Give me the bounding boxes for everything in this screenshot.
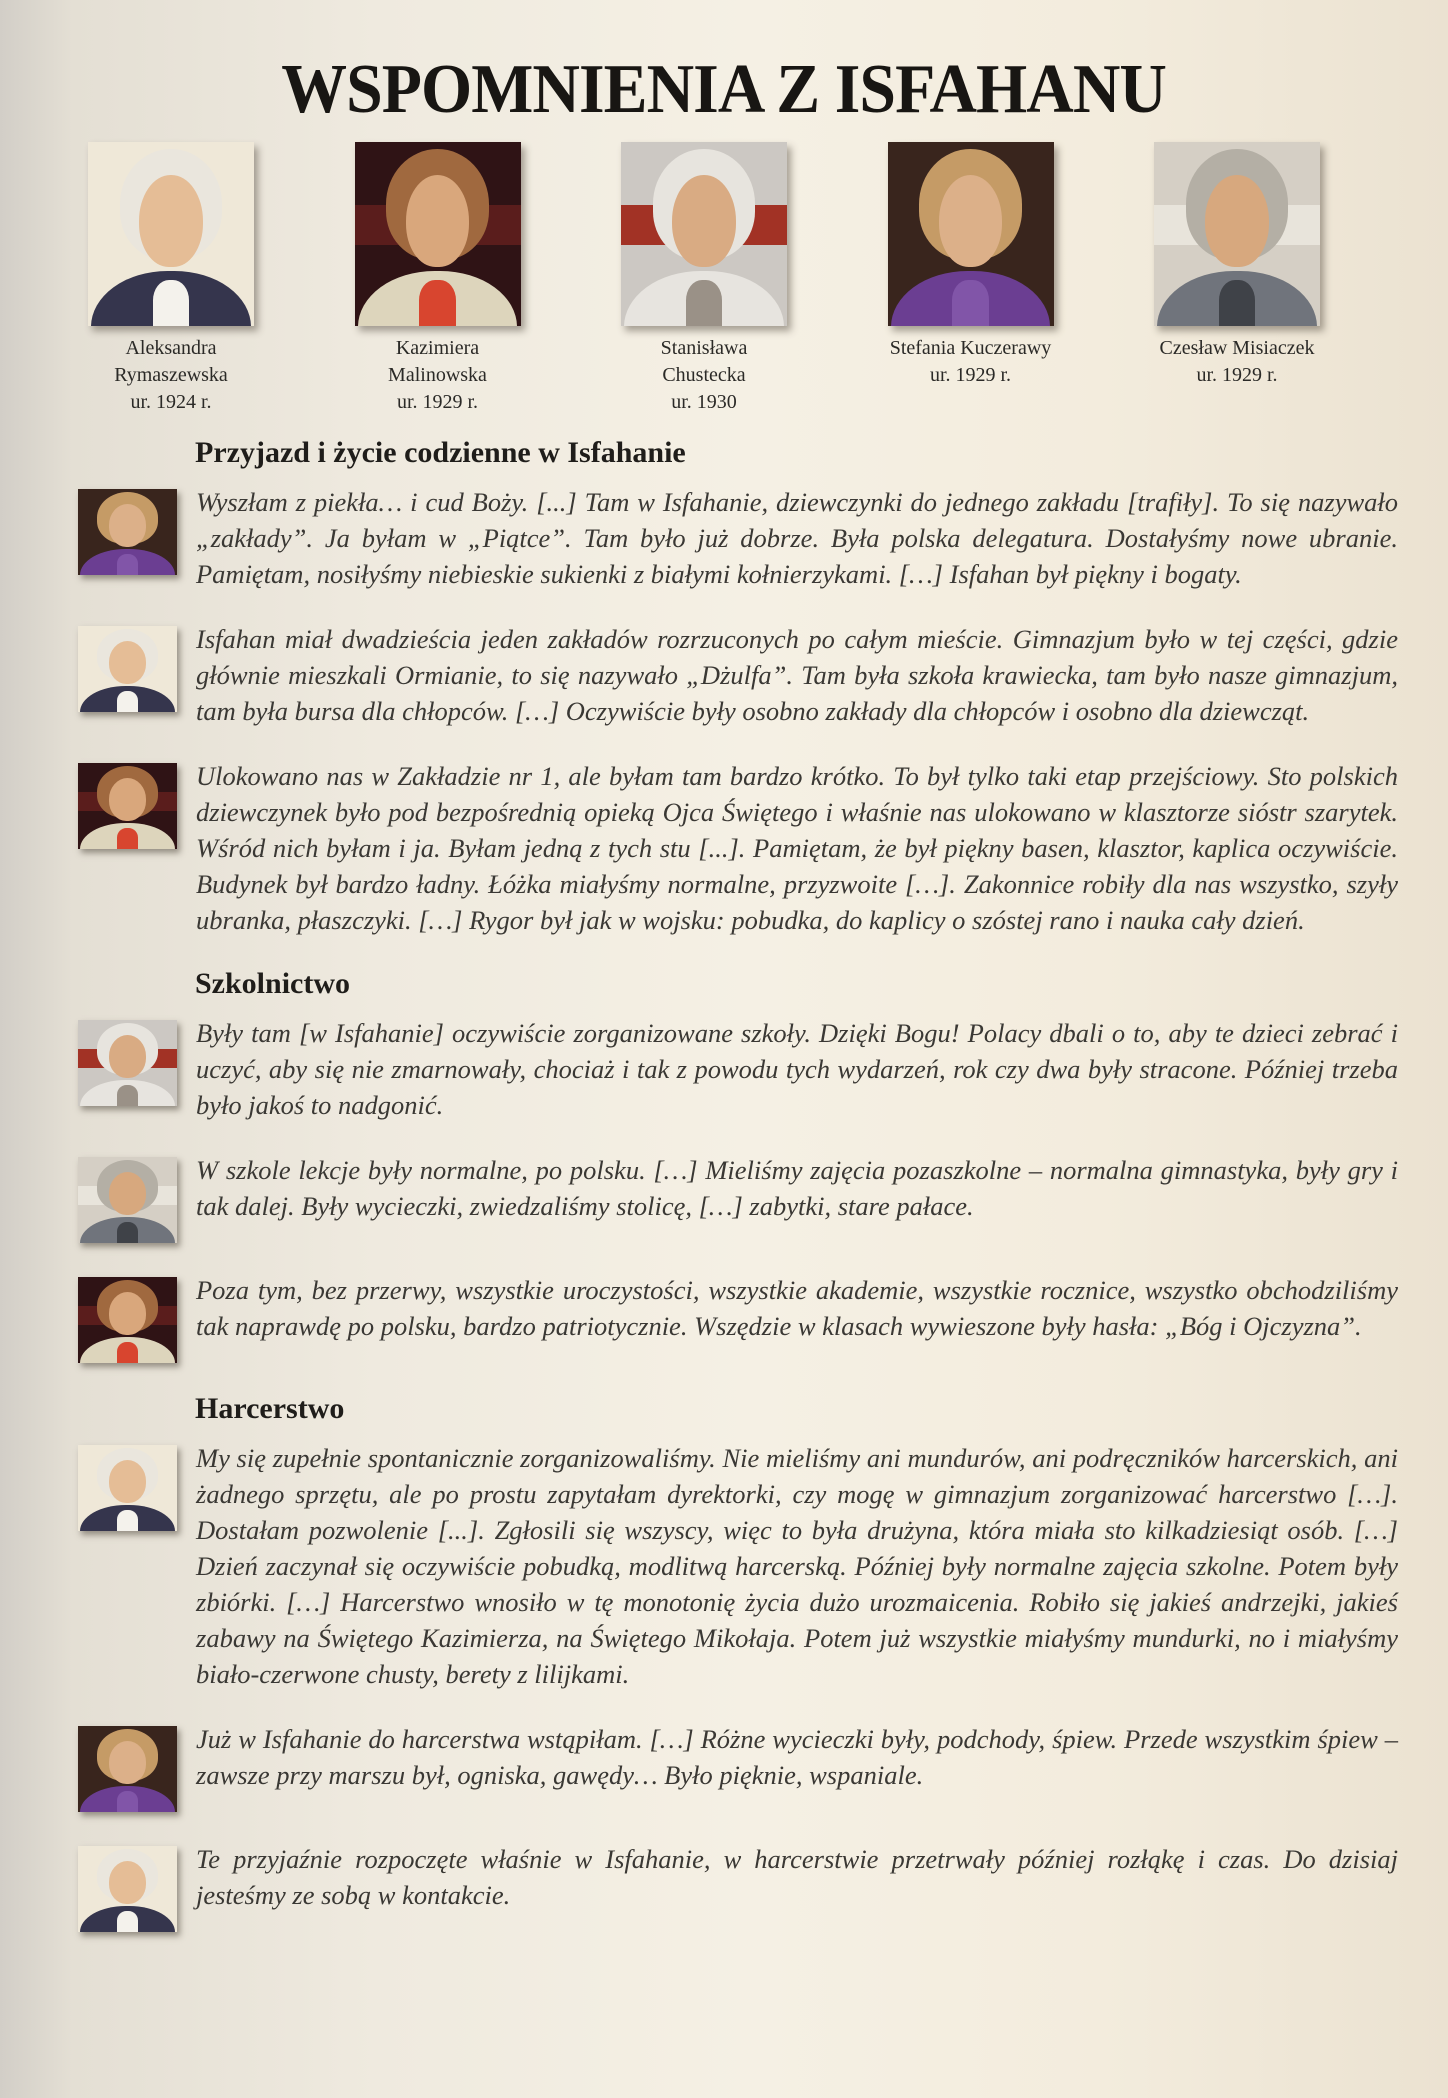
portrait-born: ur. 1929 r. xyxy=(929,364,1012,386)
speaker-thumbnail xyxy=(78,1020,177,1106)
portrait-collar xyxy=(117,691,139,713)
portrait-collar xyxy=(117,1791,139,1813)
portrait-name: Stanisława Chustecka xyxy=(660,337,748,386)
portrait-born: ur. 1929 r. xyxy=(396,391,479,413)
portrait-born: ur. 1924 r. xyxy=(130,391,212,413)
portrait-photo xyxy=(88,142,254,326)
portrait-collar xyxy=(686,280,723,326)
portrait-caption xyxy=(621,335,787,416)
portrait-figure xyxy=(355,142,521,416)
portrait-collar xyxy=(117,1342,139,1364)
section-heading-arrival: Przyjazd i życie codzienne w Isfahanie xyxy=(195,436,686,469)
portrait-collar xyxy=(117,1911,139,1933)
testimony-row xyxy=(0,1841,1448,1932)
portrait-photo xyxy=(355,142,521,326)
portrait-figure xyxy=(621,142,787,416)
testimony-text: Ulokowano nas w Zakładzie nr 1, ale byłam tam bardzo krótko. To był tylko taki etap przejściowy. Sto polskich dziewczynek było pod bezpośrednią opieką Ojca Świętego i właśnie nas ulokowano w klasztorze sióstr szarytek. Wśród nich byłam i ja. Byłam jedną z tych stu [...]. Pamiętam, że był piękny basen, klasztor, kaplica oczywiście. Budynek był bardzo ładny. Łóżka miałyśmy normalne, przyzwoite […]. Zakonnice robiły dla nas wszystko, szyły ubranka, płaszczyki. […] Rygor był jak w wojsku: pobudka, do kaplicy o szóstej rano i nauka cały dzień. xyxy=(196,761,1398,935)
speaker-thumbnail xyxy=(78,1726,177,1812)
speaker-thumbnail xyxy=(78,763,177,849)
portrait-face xyxy=(672,175,735,267)
portrait-collar xyxy=(117,828,139,850)
portrait-caption xyxy=(1154,335,1320,389)
portrait-name: Kazimiera Malinowska xyxy=(388,337,487,386)
portrait-collar xyxy=(1219,280,1256,326)
portrait-face xyxy=(139,175,202,267)
portrait-face xyxy=(109,1861,147,1904)
testimony-text: Były tam [w Isfahanie] oczywiście zorganizowane szkoły. Dzięki Bogu! Polacy dbali o to, aby te dzieci zebrać i uczyć, aby się nie zmarnowały, chociaż i tak z powodu tych wydarzeń, rok czy dwa były stracone. Później trzeba było jakoś to nadgonić. xyxy=(196,1018,1398,1120)
portrait-face xyxy=(109,641,147,684)
portrait-name: Czesław Misiaczek xyxy=(1159,337,1315,359)
testimony-row xyxy=(0,484,1448,592)
portraits-row xyxy=(0,136,1448,416)
portrait-caption xyxy=(355,335,521,416)
portrait-caption xyxy=(88,335,254,416)
testimony-row xyxy=(0,758,1448,938)
speaker-thumbnail xyxy=(78,1445,177,1531)
portrait-photo xyxy=(621,142,787,326)
testimony-row xyxy=(0,621,1448,729)
portrait-face xyxy=(406,175,469,267)
speaker-thumbnail xyxy=(78,626,177,712)
portrait-face xyxy=(109,778,147,821)
portrait-born: ur. 1930 xyxy=(671,391,737,413)
testimony-row xyxy=(0,1152,1448,1243)
portrait-collar xyxy=(117,1222,139,1244)
portrait-face xyxy=(109,1292,147,1335)
section-heading-scouting: Harcerstwo xyxy=(195,1392,345,1425)
portrait-collar xyxy=(153,280,190,326)
portrait-face xyxy=(109,1460,147,1503)
portrait-face xyxy=(109,1741,147,1784)
testimony-row xyxy=(0,1440,1448,1692)
testimony-text: Te przyjaźnie rozpoczęte właśnie w Isfahanie, w harcerstwie przetrwały później rozłąkę i czas. Do dzisiaj jesteśmy ze sobą w kontakcie. xyxy=(196,1844,1398,1910)
speaker-thumbnail xyxy=(78,1846,177,1932)
portrait-figure xyxy=(1154,142,1320,416)
portrait-born: ur. 1929 r. xyxy=(1196,364,1278,386)
portrait-figure xyxy=(888,142,1054,416)
portrait-name: Aleksandra Rymaszewska xyxy=(114,337,228,386)
testimony-text: Isfahan miał dwadzieścia jeden zakładów rozrzuconych po całym mieście. Gimnazjum było w tej części, gdzie głównie mieszkali Ormianie, to się nazywało „Dżulfa”. Tam była szkoła krawiecka, tam było nasze gimnazjum, tam była bursa dla chłopców. […] Oczywiście były osobno zakłady dla chłopców i osobno dla dziewcząt. xyxy=(196,624,1398,726)
portrait-collar xyxy=(952,280,989,326)
testimony-text: My się zupełnie spontanicznie zorganizowaliśmy. Nie mieliśmy ani mundurów, ani podręczników harcerskich, ani żadnego sprzętu, ale po prostu zapytałam dyrektorki, czy mogę w gimnazjum zorganizować harcerstwo […]. Dostałam pozwolenie [...]. Zgłosili się wszyscy, więc to była drużyna, która miała sto kilkadziesiąt osób. […] Dzień zaczynał się oczywiście pobudką, modlitwą harcerską. Później były normalne zajęcia szkolne. Potem były zbiórki. […] Harcerstwo wnosiło w tę monotonię życia dużo urozmaicenia. Robiło się jakieś andrzejki, jakieś zabawy na Świętego Kazimierza, na Świętego Mikołaja. Potem już wszystkie miałyśmy mundurki, no i miałyśmy biało-czerwone chusty, berety z lilijkami. xyxy=(196,1443,1398,1689)
portrait-figure xyxy=(88,142,254,416)
portrait-photo xyxy=(1154,142,1320,326)
portrait-name: Stefania Kuczerawy xyxy=(889,337,1052,359)
portrait-face xyxy=(939,175,1002,267)
testimony-row xyxy=(0,1272,1448,1363)
portrait-face xyxy=(1205,175,1268,267)
speaker-thumbnail xyxy=(78,1157,177,1243)
testimony-text: Już w Isfahanie do harcerstwa wstąpiłam. […] Różne wycieczki były, podchody, śpiew. Przede wszystkim śpiew – zawsze przy marszu był, ogniska, gawędy… Było pięknie, wspaniale. xyxy=(196,1724,1398,1790)
testimony-row xyxy=(0,1721,1448,1812)
portrait-collar xyxy=(117,554,139,576)
testimony-text: Wyszłam z piekła… i cud Boży. [...] Tam w Isfahanie, dziewczynki do jednego zakładu [trafiły]. To się nazywało „zakłady”. Ja byłam w „Piątce”. Tam było już dobrze. Była polska delegatura. Dostałyśmy nowe ubranie. Pamiętam, nosiłyśmy niebieskie sukienki z białymi kołnierzykami. […] Isfahan był piękny i bogaty. xyxy=(196,487,1398,589)
speaker-thumbnail xyxy=(78,1277,177,1363)
testimony-text: W szkole lekcje były normalne, po polsku. […] Mieliśmy zajęcia pozaszkolne – normalna gimnastyka, były gry i tak dalej. Były wycieczki, zwiedzaliśmy stolicę, […] zabytki, stare pałace. xyxy=(196,1155,1398,1221)
portrait-face xyxy=(109,1172,147,1215)
memories-page xyxy=(0,50,1448,2098)
portrait-collar xyxy=(419,280,456,326)
portrait-caption xyxy=(888,335,1054,389)
section-heading-schooling: Szkolnictwo xyxy=(195,967,351,1000)
portrait-collar xyxy=(117,1085,139,1107)
portrait-collar xyxy=(117,1510,139,1532)
portrait-face xyxy=(109,1035,147,1078)
testimony-text: Poza tym, bez przerwy, wszystkie uroczystości, wszystkie akademie, wszystkie rocznice, wszystko obchodziliśmy tak naprawdę po polsku, bardzo patriotycznie. Wszędzie w klasach wywieszone były hasła: „Bóg i Ojczyzna”. xyxy=(196,1275,1398,1341)
testimony-row xyxy=(0,1015,1448,1123)
portrait-photo xyxy=(888,142,1054,326)
speaker-thumbnail xyxy=(78,489,177,575)
page-title: WSPOMNIENIA Z ISFAHANU xyxy=(281,51,1167,128)
portrait-face xyxy=(109,504,147,547)
